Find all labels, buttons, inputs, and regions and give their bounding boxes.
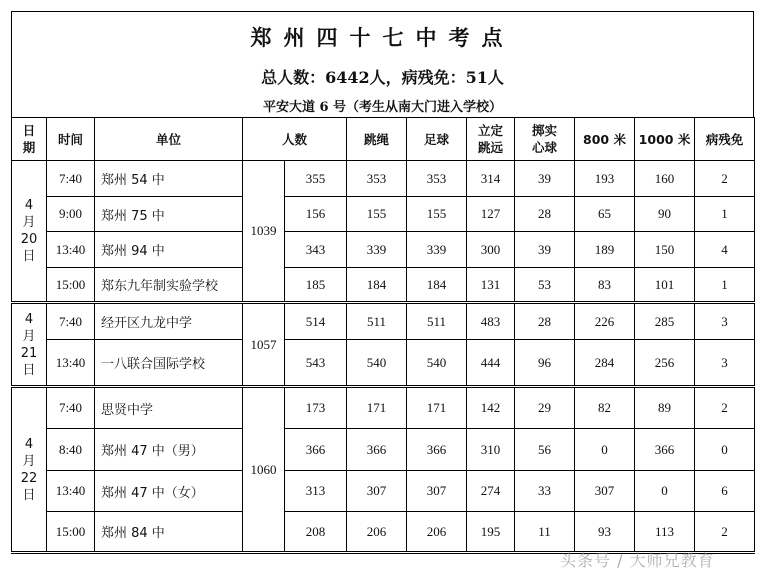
ball-cell: 28	[515, 303, 575, 340]
header-jump: 立定 跳远	[467, 118, 515, 161]
date-cell: 4 月 20 日	[12, 161, 47, 303]
count-cell: 355	[285, 161, 347, 197]
header-unit: 单位	[95, 118, 243, 161]
jump-cell: 274	[467, 471, 515, 512]
time-cell: 13:40	[47, 340, 95, 387]
header-date: 日 期	[12, 118, 47, 161]
exempt-cell: 6	[695, 471, 755, 512]
1000m-cell: 0	[635, 471, 695, 512]
jump-cell: 131	[467, 268, 515, 303]
ball-cell: 29	[515, 387, 575, 429]
header-rope: 跳绳	[347, 118, 407, 161]
date-cell: 4 月 22 日	[12, 387, 47, 553]
rope-cell: 155	[347, 197, 407, 232]
jump-cell: 310	[467, 429, 515, 471]
count-cell: 208	[285, 512, 347, 553]
unit-cell: 郑州 47 中（男）	[95, 429, 243, 471]
jump-cell: 444	[467, 340, 515, 387]
jump-cell: 195	[467, 512, 515, 553]
ball-cell: 33	[515, 471, 575, 512]
ball-cell: 56	[515, 429, 575, 471]
table-row	[12, 197, 755, 232]
football-cell: 540	[407, 340, 467, 387]
football-cell: 353	[407, 161, 467, 197]
rope-cell: 184	[347, 268, 407, 303]
exempt-cell: 2	[695, 387, 755, 429]
table-row	[12, 429, 755, 471]
ball-cell: 11	[515, 512, 575, 553]
table-row	[12, 387, 755, 429]
count-cell: 514	[285, 303, 347, 340]
time-cell: 13:40	[47, 471, 95, 512]
time-cell: 15:00	[47, 512, 95, 553]
count-cell: 156	[285, 197, 347, 232]
rope-cell: 339	[347, 232, 407, 268]
group-total-cell: 1057	[243, 303, 285, 387]
rope-cell: 353	[347, 161, 407, 197]
time-cell: 8:40	[47, 429, 95, 471]
exempt-cell: 3	[695, 340, 755, 387]
1000m-cell: 101	[635, 268, 695, 303]
exempt-cell: 0	[695, 429, 755, 471]
watermark: 头条号 / 大师兄教育	[560, 551, 715, 570]
table-row	[12, 161, 755, 197]
football-cell: 184	[407, 268, 467, 303]
exempt-cell: 3	[695, 303, 755, 340]
jump-cell: 314	[467, 161, 515, 197]
unit-cell: 郑州 94 中	[95, 232, 243, 268]
date-cell: 4 月 21 日	[12, 303, 47, 387]
ball-cell: 28	[515, 197, 575, 232]
800m-cell: 284	[575, 340, 635, 387]
header-ball: 掷实 心球	[515, 118, 575, 161]
header-count: 人数	[243, 118, 347, 161]
rope-cell: 206	[347, 512, 407, 553]
unit-cell: 思贤中学	[95, 387, 243, 429]
time-cell: 9:00	[47, 197, 95, 232]
count-cell: 543	[285, 340, 347, 387]
table-row	[12, 303, 755, 340]
title-frame	[11, 11, 754, 117]
count-cell: 173	[285, 387, 347, 429]
unit-cell: 郑州 47 中（女）	[95, 471, 243, 512]
rope-cell: 307	[347, 471, 407, 512]
800m-cell: 93	[575, 512, 635, 553]
1000m-cell: 256	[635, 340, 695, 387]
table-row	[12, 512, 755, 553]
unit-cell: 经开区九龙中学	[95, 303, 243, 340]
football-cell: 171	[407, 387, 467, 429]
table-row	[12, 471, 755, 512]
jump-cell: 300	[467, 232, 515, 268]
group-total-cell: 1039	[243, 161, 285, 303]
800m-cell: 0	[575, 429, 635, 471]
time-cell: 13:40	[47, 232, 95, 268]
header-time: 时间	[47, 118, 95, 161]
ball-cell: 39	[515, 232, 575, 268]
jump-cell: 483	[467, 303, 515, 340]
jump-cell: 142	[467, 387, 515, 429]
800m-cell: 65	[575, 197, 635, 232]
ball-cell: 96	[515, 340, 575, 387]
800m-cell: 226	[575, 303, 635, 340]
address-line: 平安大道 6 号（考生从南大门进入学校）	[262, 100, 503, 115]
summary-line: 总人数：6442人，病残免：51人	[261, 68, 504, 87]
header-football: 足球	[407, 118, 467, 161]
football-cell: 206	[407, 512, 467, 553]
football-cell: 307	[407, 471, 467, 512]
header-exempt: 病残免	[695, 118, 755, 161]
800m-cell: 307	[575, 471, 635, 512]
group-total-cell: 1060	[243, 387, 285, 553]
exempt-cell: 4	[695, 232, 755, 268]
ball-cell: 53	[515, 268, 575, 303]
rope-cell: 540	[347, 340, 407, 387]
count-cell: 366	[285, 429, 347, 471]
exempt-cell: 1	[695, 268, 755, 303]
rope-cell: 366	[347, 429, 407, 471]
table-row	[12, 268, 755, 303]
rope-cell: 511	[347, 303, 407, 340]
count-cell: 185	[285, 268, 347, 303]
time-cell: 7:40	[47, 303, 95, 340]
page-title: 郑州四十七中考点	[250, 26, 515, 50]
football-cell: 511	[407, 303, 467, 340]
time-cell: 7:40	[47, 387, 95, 429]
1000m-cell: 160	[635, 161, 695, 197]
unit-cell: 郑州 84 中	[95, 512, 243, 553]
1000m-cell: 113	[635, 512, 695, 553]
800m-cell: 83	[575, 268, 635, 303]
1000m-cell: 366	[635, 429, 695, 471]
exempt-cell: 2	[695, 512, 755, 553]
rope-cell: 171	[347, 387, 407, 429]
800m-cell: 82	[575, 387, 635, 429]
unit-cell: 郑东九年制实验学校	[95, 268, 243, 303]
unit-cell: 一八联合国际学校	[95, 340, 243, 387]
unit-cell: 郑州 75 中	[95, 197, 243, 232]
schedule-table	[11, 117, 755, 554]
football-cell: 366	[407, 429, 467, 471]
800m-cell: 189	[575, 232, 635, 268]
count-cell: 313	[285, 471, 347, 512]
header-row	[12, 118, 755, 161]
count-cell: 343	[285, 232, 347, 268]
800m-cell: 193	[575, 161, 635, 197]
table-row	[12, 232, 755, 268]
time-cell: 15:00	[47, 268, 95, 303]
header-800m: 800 米	[575, 118, 635, 161]
jump-cell: 127	[467, 197, 515, 232]
1000m-cell: 150	[635, 232, 695, 268]
1000m-cell: 285	[635, 303, 695, 340]
header-1000m: 1000 米	[635, 118, 695, 161]
table-row	[12, 340, 755, 387]
unit-cell: 郑州 54 中	[95, 161, 243, 197]
time-cell: 7:40	[47, 161, 95, 197]
football-cell: 339	[407, 232, 467, 268]
football-cell: 155	[407, 197, 467, 232]
1000m-cell: 89	[635, 387, 695, 429]
exempt-cell: 2	[695, 161, 755, 197]
1000m-cell: 90	[635, 197, 695, 232]
exempt-cell: 1	[695, 197, 755, 232]
ball-cell: 39	[515, 161, 575, 197]
